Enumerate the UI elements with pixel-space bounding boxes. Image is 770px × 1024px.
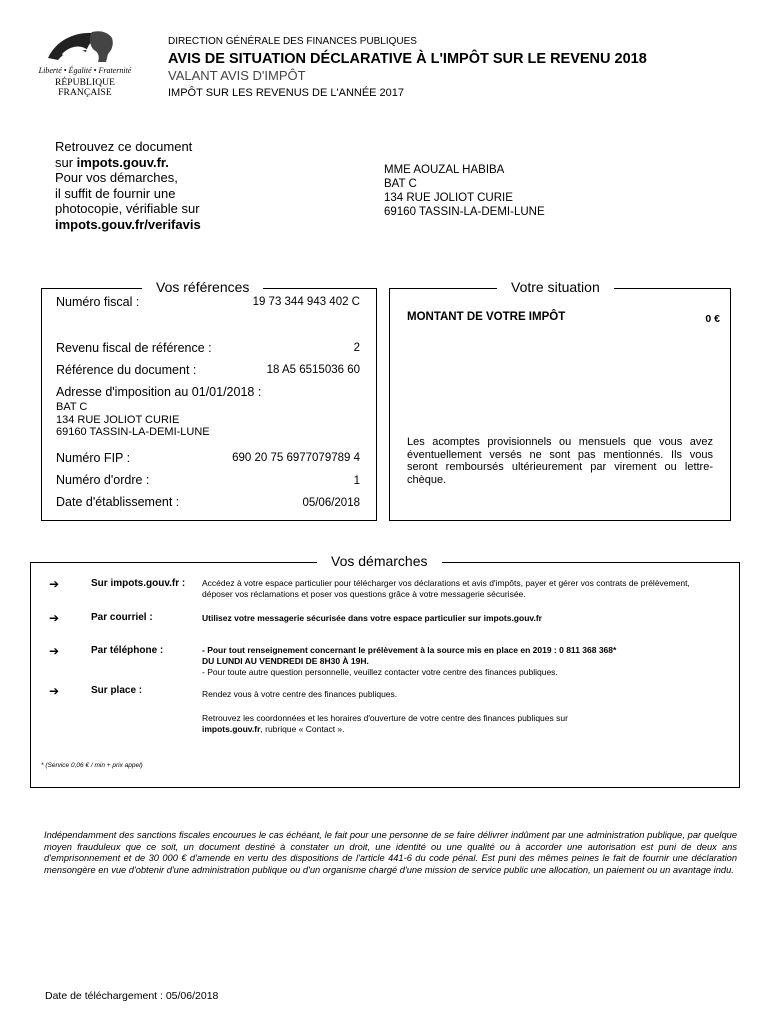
adresse-line1: BAT C	[56, 401, 88, 413]
references-box	[41, 279, 377, 521]
adresse-imposition-label: Adresse d'imposition au 01/01/2018 :	[56, 385, 262, 399]
revenu-fiscal-label: Revenu fiscal de référence :	[56, 341, 212, 355]
numero-fip-label: Numéro FIP :	[56, 451, 131, 465]
adresse-line3: 69160 TASSIN-LA-DEMI-LUNE	[56, 426, 210, 438]
telephone-line2: DU LUNDI AU VENDREDI DE 8H30 À 19H.	[202, 656, 369, 666]
telephone-line3: - Pour toute autre question personnelle, veuillez contacter votre centre des finances publiques.	[202, 667, 558, 677]
situation-title: Votre situation	[497, 279, 614, 295]
impots-contact-link[interactable]: impots.gouv.fr	[202, 724, 261, 734]
date-etablissement-value: 05/06/2018	[302, 497, 360, 509]
recipient-line3: 69160 TASSIN-LA-DEMI-LUNE	[384, 206, 545, 218]
numero-fip-value: 690 20 75 6977079789 4	[232, 452, 360, 464]
verifavis-link[interactable]: impots.gouv.fr/verifavis	[55, 216, 201, 232]
telephone-line1: - Pour tout renseignement concernant le prélèvement à la source mis en place en 2019 : 0 811 368 368*	[202, 645, 617, 655]
retrouvez-block	[55, 139, 255, 232]
revenu-fiscal-value: 2	[353, 342, 360, 354]
download-date: Date de téléchargement : 05/06/2018	[45, 990, 219, 1002]
marianne-logo	[28, 28, 140, 64]
demarche-text-place: Rendez vous à votre centre des finances publiques.	[202, 689, 398, 699]
recipient-address	[384, 163, 545, 219]
impots-link[interactable]: impots.gouv.fr.	[76, 154, 169, 170]
demarche-text-telephone	[202, 645, 712, 678]
adresse-line2: 134 RUE JOLIOT CURIE	[56, 413, 180, 426]
arrow-icon: ➔	[49, 684, 60, 698]
montant-impot-value: 0 €	[705, 313, 720, 325]
montant-impot-label: MONTANT DE VOTRE IMPÔT	[407, 311, 566, 323]
income-year: IMPÔT SUR LES REVENUS DE L'ANNÉE 2017	[168, 87, 405, 99]
service-footnote: * (Service 0,06 € / min + prix appel)	[41, 762, 143, 769]
demarche-label-web: Sur impots.gouv.fr :	[91, 578, 186, 589]
retrouvez-line4: il suffit de fournir une	[55, 185, 176, 201]
demarche-text-courriel: Utilisez votre messagerie sécurisée dans votre espace particulier sur impots.gouv.fr	[202, 613, 542, 623]
recipient-line2: 134 RUE JOLIOT CURIE	[384, 192, 513, 204]
direction-label: DIRECTION GÉNÉRALE DES FINANCES PUBLIQUES	[168, 36, 417, 47]
demarche-label-place: Sur place :	[91, 685, 143, 696]
retrouvez-line2	[55, 155, 255, 171]
retrouvez-prefix: sur	[55, 154, 77, 170]
reference-document-label: Référence du document :	[56, 363, 197, 377]
place-text-end: , rubrique « Contact ».	[260, 724, 345, 734]
demarche-text-place-2	[202, 713, 712, 735]
retrouvez-line3: Pour vos démarches,	[55, 170, 178, 185]
demarches-title: Vos démarches	[317, 553, 442, 569]
numero-fiscal-label: Numéro fiscal :	[56, 295, 140, 309]
demarche-label-telephone: Par téléphone :	[91, 645, 164, 656]
document-subtitle: VALANT AVIS D'IMPÔT	[168, 68, 306, 83]
arrow-icon: ➔	[49, 577, 60, 591]
motto: Liberté • Égalité • Fraternité	[38, 66, 132, 75]
demarche-text-web: Accédez à votre espace particulier pour télécharger vos déclarations et avis d'impôts, payer et gérer vos contrats de prélèvement, déposer vos réclamations et poser vos questions grâce à votre messagerie sécurisée.	[202, 578, 690, 599]
place-text: Retrouvez les coordonnées et les horaires d'ouverture de votre centre des finances publiques sur	[202, 713, 568, 723]
arrow-icon: ➔	[49, 611, 60, 625]
legal-notice: Indépendamment des sanctions fiscales encourues le cas échéant, le fait pour une personne de se faire délivrer indûment par une administration publique, par quelque moyen frauduleux que ce soit, un document destiné à constater un droit, une identité ou une qualité ou à accorder une autorisation est puni de deux ans d'emprisonnement et de 30 000 € d'amende en vertu des dispositions de l'article 441-6 du code pénal. Est puni des mêmes peines le fait de fournir une déclaration mensongère en vue d'obtenir d'une administration publique ou d'un organisme chargé d'une mission de service public une allocation, un paiement ou un avantage indu.	[44, 830, 737, 875]
demarches-box	[30, 553, 740, 788]
date-etablissement-label: Date d'établissement :	[56, 495, 180, 509]
recipient-name: MME AOUZAL HABIBA	[384, 164, 505, 176]
arrow-icon: ➔	[49, 644, 60, 658]
recipient-line1: BAT C	[384, 178, 417, 190]
numero-ordre-value: 1	[353, 475, 360, 487]
references-title: Vos références	[142, 279, 263, 295]
situation-box	[389, 279, 731, 521]
document-title: AVIS DE SITUATION DÉCLARATIVE À L'IMPÔT SUR LE REVENU 2018	[168, 51, 647, 67]
retrouvez-line5: photocopie, vérifiable sur	[55, 201, 200, 216]
retrouvez-line1: Retrouvez ce document	[55, 139, 193, 154]
reference-document-value: 18 A5 6515036 60	[266, 364, 360, 376]
republique-francaise: RÉPUBLIQUE FRANÇAISE	[54, 78, 116, 98]
numero-fiscal-value: 19 73 344 943 402 C	[252, 296, 360, 308]
adresse-imposition-value	[56, 401, 210, 439]
numero-ordre-label: Numéro d'ordre :	[56, 473, 150, 487]
demarche-label-courriel: Par courriel :	[91, 612, 153, 623]
acomptes-note: Les acomptes provisionnels ou mensuels que vous avez éventuellement versés ne sont pas mentionnés. Ils vous seront remboursés ultérieurement par virement ou lettre-chèque.	[407, 436, 713, 486]
